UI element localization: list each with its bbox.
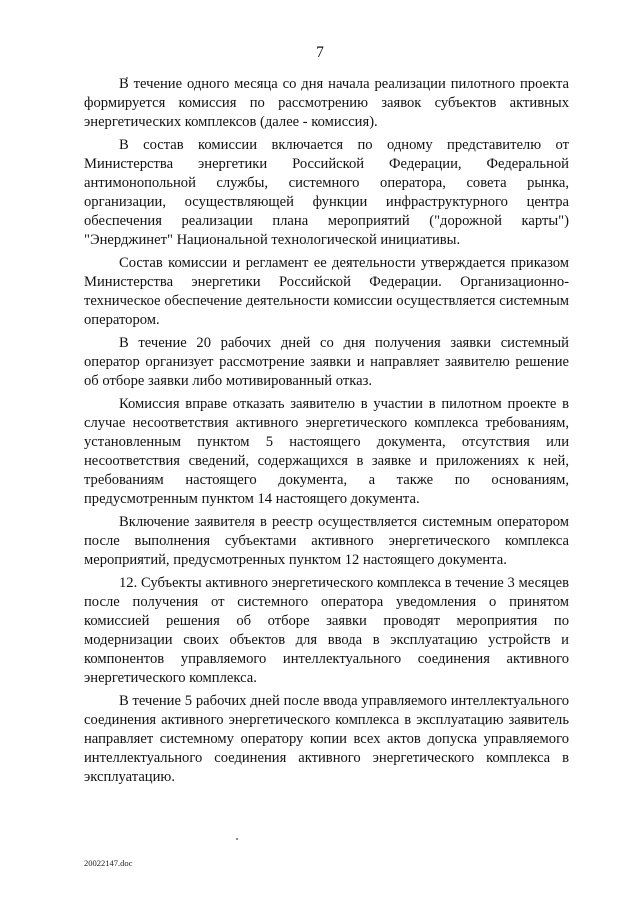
file-name-footer: 20022147.doc [84,858,133,868]
paragraph: В течение одного месяца со дня начала реализации пилотного проекта формируется комиссия по рассмотрению заявок субъектов активных энергетических комплексов (далее - комиссия). [84,76,569,130]
paragraph: В течение 5 рабочих дней после ввода управляемого интеллектуального соединения активного энергетического комплекса в эксплуатацию заявитель направляет системному оператору копии всех актов допуска управляемого интеллектуального соединения активного энергетического комплекса в эксплуатацию. [84,693,569,785]
paragraph: В течение 20 рабочих дней со дня получения заявки системный оператор организует рассмотрение заявки и направляет заявителю решение об отборе заявки либо мотивированный отказ. [84,335,569,389]
paragraph: 12. Субъекты активного энергетического комплекса в течение 3 месяцев после получения от системного оператора уведомления о принятом комиссией решения об отборе заявки проводят мероприятия по модернизации своих объектов для ввода в эксплуатацию устройств и компонентов управляемого интеллектуального соединения активного энергетического комплекса. [84,575,569,686]
paragraph: В состав комиссии включается по одному представителю от Министерства энергетики Российской Федерации, Федеральной антимонопольной службы, системного оператора, совета рынка, организации, осуществляющей функции инфраструктурного центра обеспечения реализации плана мероприятий ("дорожной карты") "Энерджинет" Национальной технологической инициативы. [84,137,569,248]
paragraph: Включение заявителя в реестр осуществляется системным оператором после выполнения субъектами активного энергетического комплекса мероприятий, предусмотренных пунктом 12 настоящего документа. [84,514,569,568]
paragraph: Состав комиссии и регламент ее деятельности утверждается приказом Министерства энергетики Российской Федерации. Организационно-техническое обеспечение деятельности комиссии осуществляется системным оператором. [84,255,569,328]
document-body [84,75,569,791]
page-number: 7 [316,44,324,61]
paragraph: Комиссия вправе отказать заявителю в участии в пилотном проекте в случае несоответствия активного энергетического комплекса требованиям, установленным пунктом 5 настоящего документа, отсутствия или несоответствия сведений, содержащихся в заявке и приложениях к ней, требованиям настоящего документа, а также по основаниям, предусмотренным пунктом 14 настоящего документа. [84,396,569,507]
scan-speck [236,838,238,840]
